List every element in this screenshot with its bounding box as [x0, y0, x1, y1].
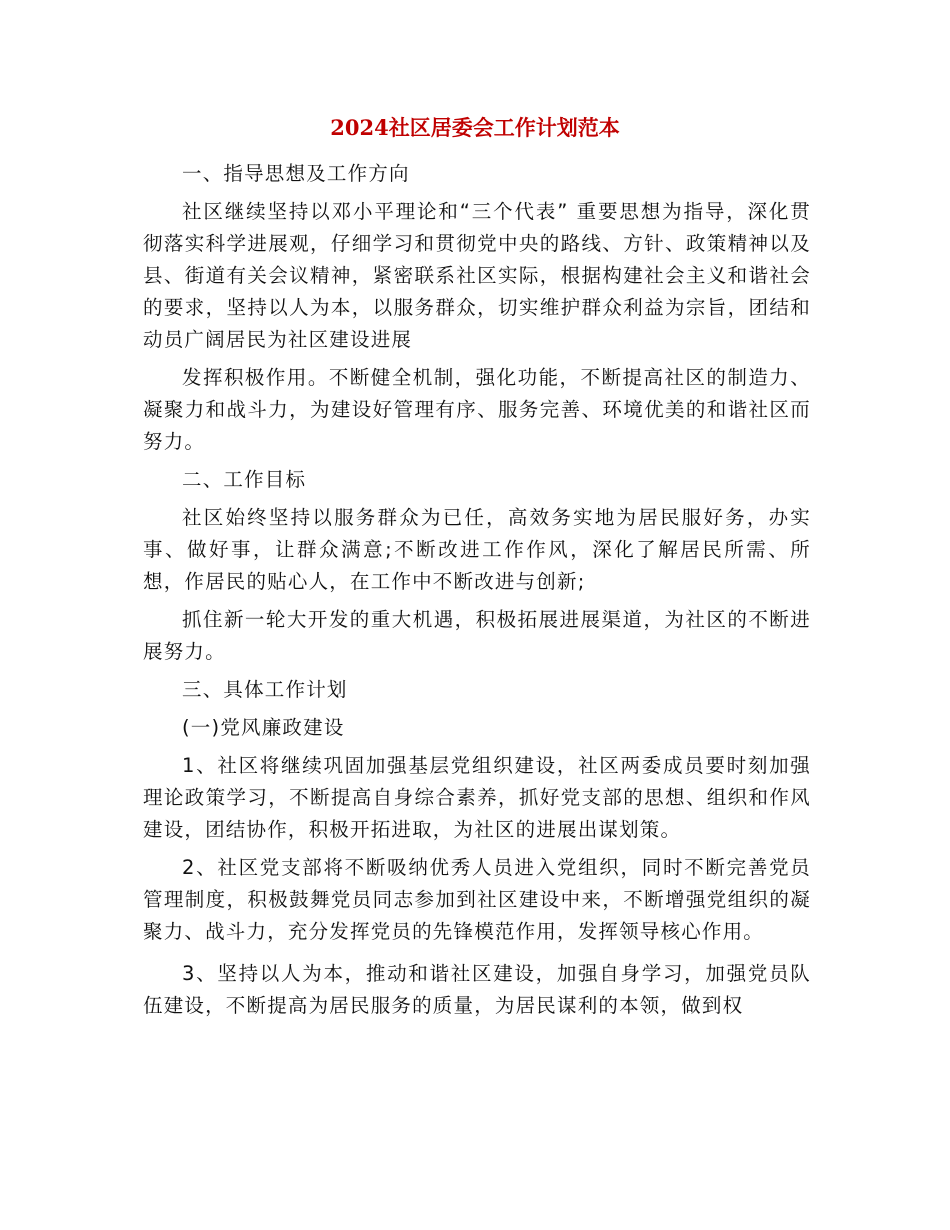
section-heading-1: 一、指导思想及工作方向 — [182, 162, 410, 185]
paragraph: 社区始终坚持以服务群众为已任，高效务实地为居民服好务，办实事、做好事，让群众满意;不断改进工作作风，深化了解居民所需、所想，作居民的贴心人，在工作中不断改进与创新; — [143, 506, 811, 593]
subsection-heading: (一)党风廉政建设 — [182, 716, 345, 739]
paragraph: 社区继续坚持以邓小平理论和“三个代表” 重要思想为指导，深化贯彻落实科学进展观，仔细学习和贯彻党中央的路线、方针、政策精神以及县、街道有关会议精神，紧密联系社区实际，根据构建社会主义和谐社会的要求，坚持以人为本，以服务群众，切实维护群众利益为宗旨，团结和动员广阔居民为社区建设进展 — [143, 200, 811, 351]
numbered-paragraph: 2、社区党支部将不断吸纳优秀人员进入党组织，同时不断完善党员管理制度，积极鼓舞党员同志参加到社区建设中来，不断增强党组织的凝聚力、战斗力，充分发挥党员的先锋模范作用，发挥领导核心作用。 — [143, 856, 811, 943]
document-title: 2024社区居委会工作计划范本 — [330, 115, 620, 140]
section-heading-2: 二、工作目标 — [182, 468, 307, 491]
numbered-paragraph: 1、社区将继续巩固加强基层党组织建设，社区两委成员要时刻加强理论政策学习，不断提高自身综合素养，抓好党支部的思想、组织和作风建设，团结协作，积极开拓进取，为社区的进展出谋划策。 — [143, 754, 811, 841]
numbered-paragraph: 3、坚持以人为本，推动和谐社区建设，加强自身学习，加强党员队伍建设，不断提高为居民服务的质量，为居民谋利的本领，做到权 — [143, 962, 811, 1017]
document-body — [143, 158, 811, 1028]
section-heading-3: 三、具体工作计划 — [182, 678, 348, 701]
paragraph: 发挥积极作用。不断健全机制，强化功能，不断提高社区的制造力、凝聚力和战斗力，为建设好管理有序、服务完善、环境优美的和谐社区而努力。 — [143, 366, 811, 453]
paragraph: 抓住新一轮大开发的重大机遇，积极拓展进展渠道，为社区的不断进展努力。 — [143, 608, 811, 663]
